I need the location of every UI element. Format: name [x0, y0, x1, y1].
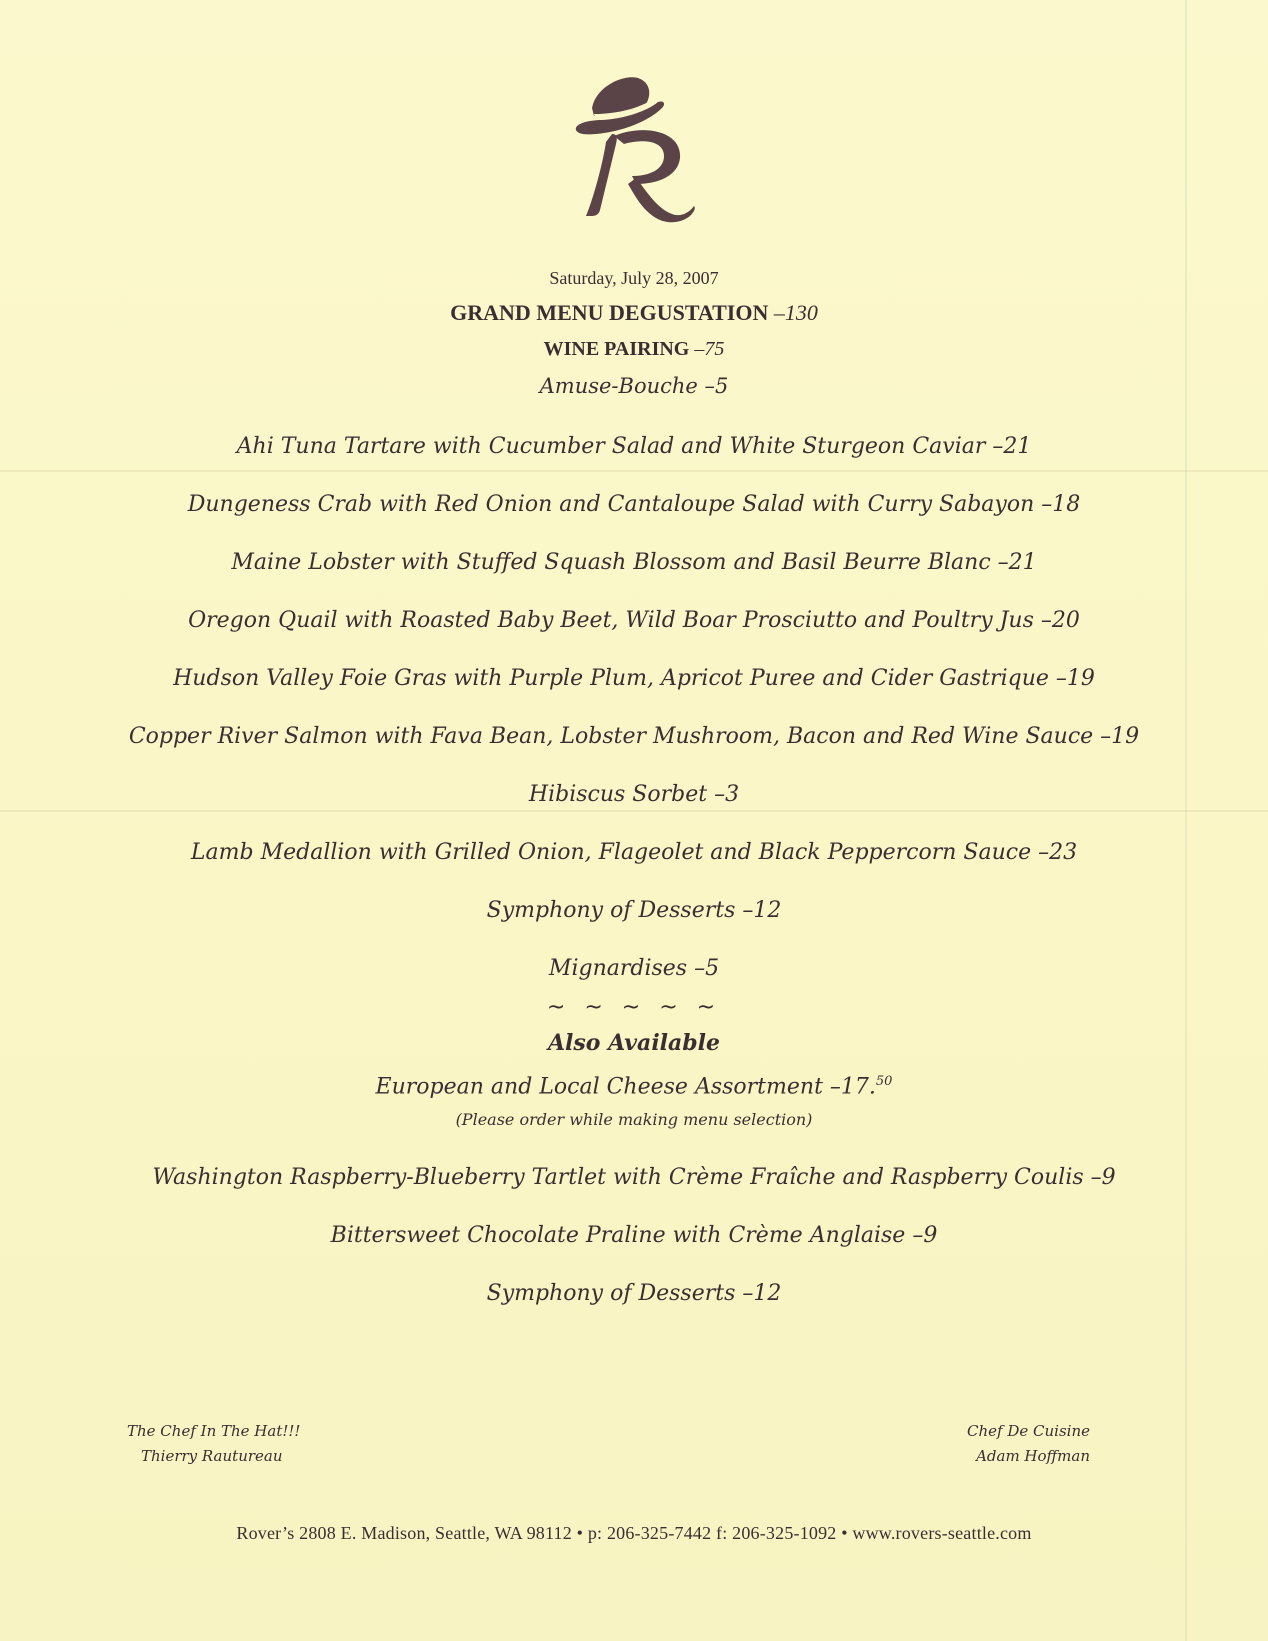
cheese-assortment-cents: 50: [875, 1074, 893, 1089]
dessert-item: Bittersweet Chocolate Praline with Crème Anglaise –9: [330, 1223, 938, 1248]
cheese-assortment-text: European and Local Cheese Assortment –17.: [375, 1074, 876, 1100]
restaurant-contact-footer: Rover’s 2808 E. Madison, Seattle, WA 98112 • p: 206-325-7442 f: 206-325-1092 • www.rovers-seattle.com: [236, 1523, 1032, 1543]
chef-de-cuisine-block: [960, 1419, 1090, 1469]
course-item: Oregon Quail with Roasted Baby Beet, Wild Boar Prosciutto and Poultry Jus –20: [188, 608, 1080, 633]
chef-title: The Chef In The Hat!!!: [127, 1422, 301, 1440]
paper-fold-line: [0, 810, 1268, 812]
cheese-assortment: [0, 1074, 1268, 1099]
menu-date: Saturday, July 28, 2007: [549, 268, 719, 288]
chef-signature-block: [127, 1419, 300, 1469]
wine-pairing-price: –75: [694, 338, 725, 360]
grand-menu-price: –130: [773, 300, 818, 325]
course-item: Copper River Salmon with Fava Bean, Lobster Mushroom, Bacon and Red Wine Sauce –19: [128, 724, 1140, 749]
course-item: Maine Lobster with Stuffed Squash Blossom and Basil Beurre Blanc –21: [231, 550, 1037, 575]
wine-pairing-label: WINE PAIRING: [543, 338, 690, 360]
also-available-heading: Also Available: [547, 1030, 721, 1056]
amuse-bouche: Amuse-Bouche –5: [539, 374, 729, 398]
course-item: Lamb Medallion with Grilled Onion, Flageolet and Black Peppercorn Sauce –23: [190, 840, 1078, 865]
chef-de-cuisine-title: Chef De Cuisine: [967, 1422, 1090, 1440]
dessert-item: Washington Raspberry-Blueberry Tartlet with Crème Fraîche and Raspberry Coulis –9: [152, 1165, 1116, 1190]
grand-menu-heading: [0, 300, 1268, 326]
wine-pairing-heading: [0, 338, 1268, 361]
paper-fold-line: [0, 470, 1268, 472]
course-item: Mignardises –5: [548, 956, 720, 981]
course-item: Ahi Tuna Tartare with Cucumber Salad and White Sturgeon Caviar –21: [236, 434, 1032, 459]
cheese-order-note: (Please order while making menu selection): [455, 1110, 813, 1129]
paper-edge-line: [1185, 0, 1187, 1641]
course-item: Hibiscus Sorbet –3: [528, 782, 740, 807]
dessert-item: Symphony of Desserts –12: [486, 1281, 782, 1306]
chef-name: Thierry Rautureau: [141, 1447, 283, 1465]
course-item: Symphony of Desserts –12: [486, 898, 782, 923]
rovers-hat-logo: [572, 72, 702, 232]
course-item: Hudson Valley Foie Gras with Purple Plum, Apricot Puree and Cider Gastrique –19: [173, 666, 1095, 691]
section-divider: ~ ~ ~ ~ ~: [546, 995, 722, 1020]
chef-de-cuisine-name: Adam Hoffman: [976, 1447, 1090, 1465]
course-item: Dungeness Crab with Red Onion and Cantaloupe Salad with Curry Sabayon –18: [187, 492, 1081, 517]
grand-menu-label: GRAND MENU DEGUSTATION: [450, 300, 769, 325]
